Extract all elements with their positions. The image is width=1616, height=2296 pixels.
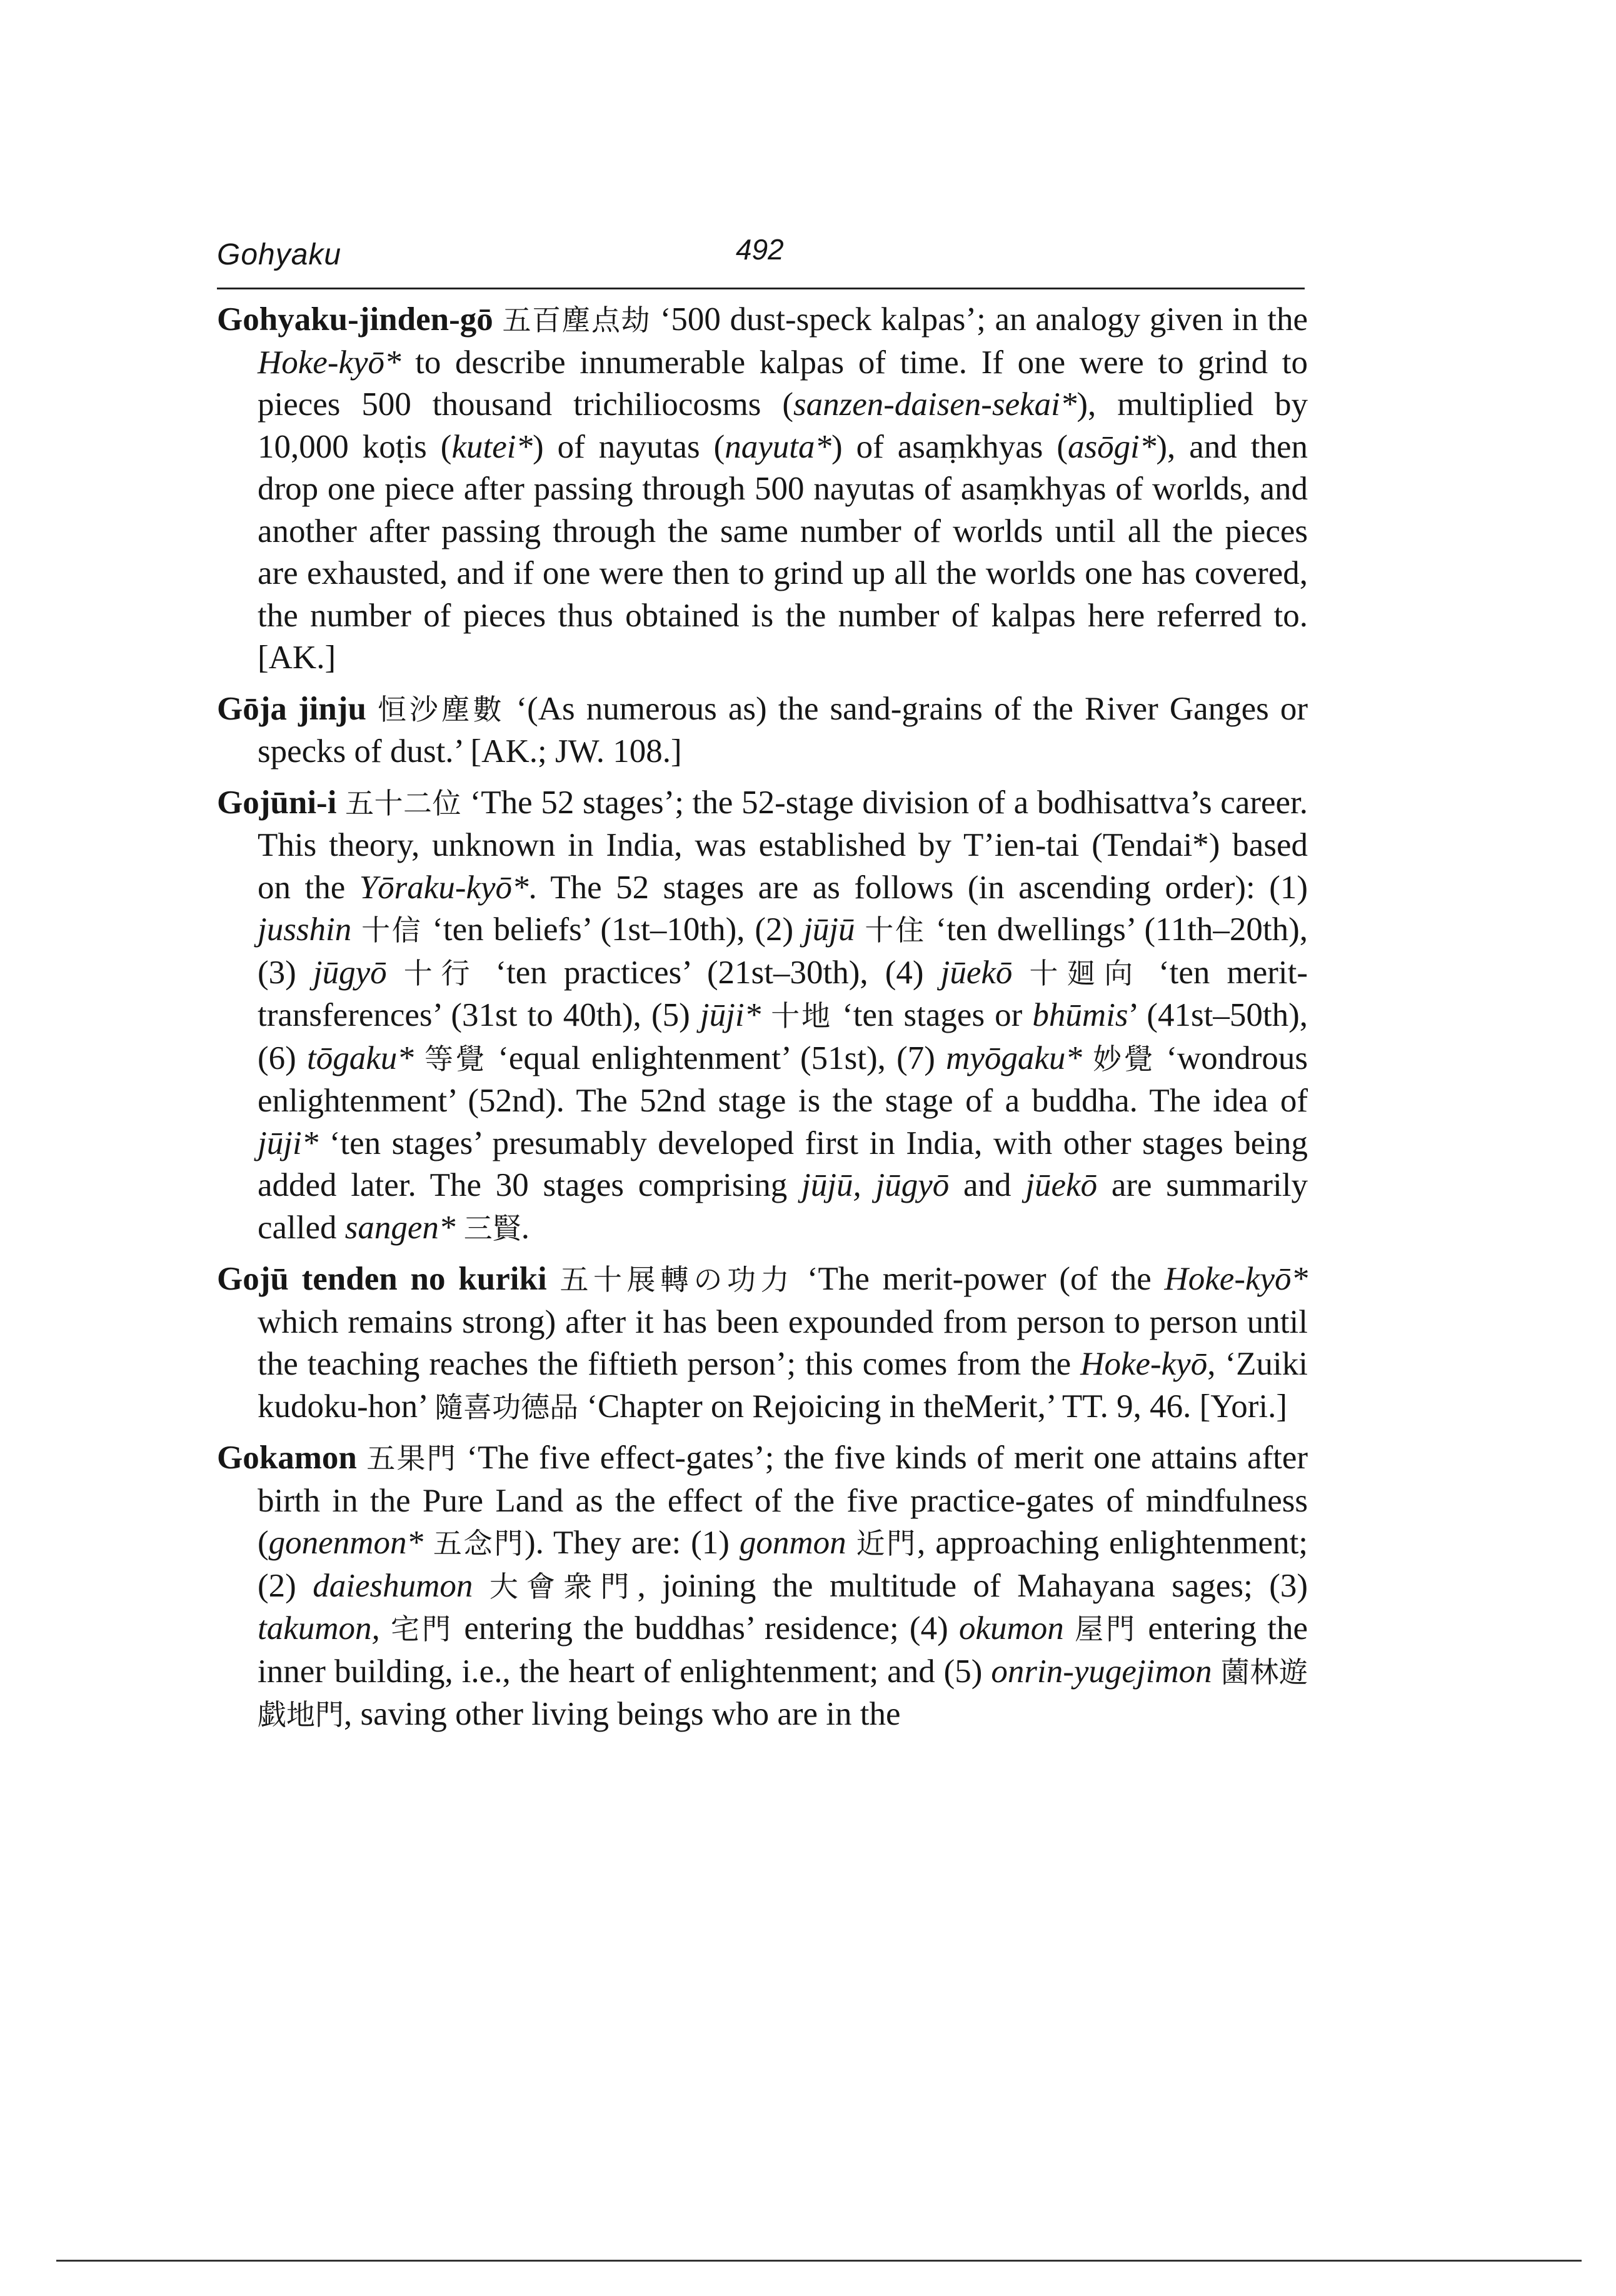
entry-term: Yōraku-kyō* <box>359 869 529 906</box>
page-header <box>217 229 1305 285</box>
headword-kanji: 恒沙塵數 <box>378 692 505 726</box>
entry-text: ‘The merit-power (of the <box>806 1261 1165 1297</box>
headword: Gojūni-i <box>217 784 337 821</box>
entry-gojuni-i <box>217 782 1308 1250</box>
entry-term: okumon <box>959 1610 1064 1647</box>
term-kanji: 十廻向 <box>1029 956 1142 990</box>
entry-term: jūji* <box>700 997 761 1033</box>
entry-term: jūjū, jūgyō <box>801 1167 950 1203</box>
entry-term: jūekō <box>1025 1167 1098 1203</box>
entry-term: tōgaku* <box>307 1040 414 1076</box>
entry-term: Hoke-kyō* <box>258 344 401 381</box>
entry-term: asōgi* <box>1067 428 1157 465</box>
entry-term: myōgaku* <box>946 1040 1082 1076</box>
term-kanji: 十行 <box>403 956 479 990</box>
entry-text: ‘ten stages’ presumably developed first in India, with other stages being added later. The 30 stages comprising <box>258 1125 1308 1203</box>
term-kanji: 宅門 <box>391 1612 454 1646</box>
entry-text: ‘(As numerous as) the sand-grains of the River Ganges or specks of dust.’ [AK.; JW. 108.] <box>258 690 1308 770</box>
entry-goja-jinju <box>217 688 1308 773</box>
entry-term: gonenmon* <box>268 1525 423 1561</box>
entry-text: ) of nayutas ( <box>532 428 725 465</box>
entry-text: ‘ten practices’ (21st–30th), (4) <box>478 954 941 991</box>
entry-text: ‘ten merit-transferences’ (31st to 40th), (5) <box>258 954 1308 1033</box>
term-kanji: 近門 <box>856 1526 918 1560</box>
term-kanji: 五念門 <box>433 1526 525 1560</box>
entry-text: ‘ten beliefs’ (1st–10th), (2) <box>422 911 804 948</box>
page-number: 492 <box>736 233 784 266</box>
headword: Gōja jinju <box>217 690 366 727</box>
entry-term: sangen* <box>344 1209 456 1246</box>
running-head: Gohyaku <box>217 238 342 271</box>
entry-text: ). They are: (1) <box>524 1525 740 1561</box>
entry-text: entering the inner building, i.e., the heart of enlightenment; and (5) <box>258 1610 1308 1690</box>
entry-gohyaku-jinden-go <box>217 299 1308 679</box>
entry-text: ), and then drop one piece after passing through 500 nayutas of asaṃkhyas of worlds, and another after passing through the same number of worlds until all the pieces are exhausted, and if one were then to grind up all the worlds one has covered, the number of pieces thus obtained is the number of kalpas here referred to. [AK.] <box>258 428 1308 676</box>
entry-text: , saving other living beings who are in the <box>344 1696 901 1732</box>
entry-text: . <box>521 1209 529 1246</box>
entry-term: jūgyō <box>313 954 387 991</box>
entry-text: which remains strong) after it has been expounded from person to person until the teaching reaches the fiftieth person’; this comes from the <box>258 1303 1308 1382</box>
headword-kanji: 五十二位 <box>345 786 461 820</box>
entry-text: are summarily called <box>258 1167 1308 1246</box>
entry-text: , joining the multitude of Mahayana sages; (3) <box>637 1567 1308 1604</box>
term-kanji: 十住 <box>865 913 926 947</box>
term-kanji: 屋門 <box>1075 1612 1138 1646</box>
headword-kanji: 五百塵点劫 <box>502 303 651 337</box>
entry-text: ‘The 52 stages’; the 52-stage division of a bodhisattva’s career. This theory, unknown in India, was established by T’ien-tai (Tendai*) based on the <box>258 784 1308 906</box>
entry-term: Hoke-kyō* <box>1164 1261 1308 1297</box>
entry-text: ‘The five effect-gates’; the five kinds of merit one attains after birth in the Pure Land as the effect of the five practice-gates of mindfulness ( <box>258 1440 1308 1561</box>
entry-term: gonmon <box>739 1525 846 1561</box>
entry-term: jūekō <box>940 954 1013 991</box>
headword-kanji: 五果門 <box>366 1441 457 1475</box>
entry-gokamon <box>217 1437 1308 1737</box>
entry-text: ‘ten dwellings’ (11th–20th), (3) <box>258 911 1308 991</box>
entry-term: onrin-yugejimon <box>991 1653 1212 1690</box>
term-kanji: 大會衆門 <box>489 1569 638 1603</box>
term-kanji: 十信 <box>361 913 423 947</box>
entry-term: nayuta* <box>725 428 832 465</box>
entry-term: kutei* <box>451 428 533 465</box>
term-kanji: 等覺 <box>424 1041 487 1076</box>
headword: Gohyaku-jinden-gō <box>217 301 493 338</box>
entry-text: ’ (41st–50th), (6) <box>258 997 1308 1076</box>
term-kanji: 隨喜功德品 <box>434 1390 579 1424</box>
bottom-rule <box>56 2260 1582 2262</box>
term-kanji: 十地 <box>771 999 832 1033</box>
entry-term: jūji* <box>258 1125 319 1161</box>
entry-text: entering the buddhas’ residence; (4) <box>453 1610 959 1647</box>
entry-text: ‘ten stages or <box>831 997 1033 1033</box>
entry-term: daieshumon <box>313 1567 473 1604</box>
entry-text: ‘wondrous enlightenment’ (52nd). The 52nd stage is the stage of a buddha. The idea of <box>258 1040 1308 1119</box>
headword: Gokamon <box>217 1440 357 1476</box>
entry-text: ) of asaṃkhyas ( <box>831 428 1068 465</box>
entry-text: to describe innumerable kalpas of time. If one were to grind to pieces 500 thousand trichiliocosms ( <box>258 344 1308 423</box>
entry-text: and <box>949 1167 1026 1203</box>
dictionary-body <box>217 299 1308 1745</box>
entry-term: jusshin <box>258 911 352 948</box>
entry-term: bhūmis <box>1032 997 1128 1033</box>
entry-goju-tenden-no-kuriki <box>217 1258 1308 1428</box>
entry-text: . The 52 stages are as follows (in ascending order): (1) <box>528 869 1308 906</box>
entry-text: ‘Chapter on Rejoicing in theMerit,’ TT. 9, 46. [Yori.] <box>578 1388 1288 1425</box>
entry-term: jūjū <box>803 911 855 948</box>
entry-text: , approaching enlightenment; (2) <box>258 1525 1308 1604</box>
entry-term: Hoke-kyō <box>1080 1346 1208 1382</box>
term-kanji: 三賢 <box>463 1211 521 1245</box>
entry-term: takumon, <box>258 1610 380 1647</box>
entry-text: , ‘Zuiki kudoku-hon’ <box>258 1346 1308 1425</box>
header-rule <box>217 288 1305 289</box>
headword-kanji: 五十展轉の功力 <box>560 1263 795 1296</box>
entry-text: ), multiplied by 10,000 koṭis ( <box>258 386 1308 465</box>
term-kanji: 妙覺 <box>1093 1041 1156 1076</box>
entry-text: ‘equal enlightenment’ (51st), (7) <box>486 1040 946 1076</box>
entry-text: ‘500 dust-speck kalpas’; an analogy given in the <box>660 301 1308 338</box>
headword: Gojū tenden no kuriki <box>217 1261 547 1297</box>
entry-term: sanzen-daisen-sekai* <box>793 386 1077 423</box>
term-kanji: 薗林遊戯地門 <box>258 1655 1308 1732</box>
